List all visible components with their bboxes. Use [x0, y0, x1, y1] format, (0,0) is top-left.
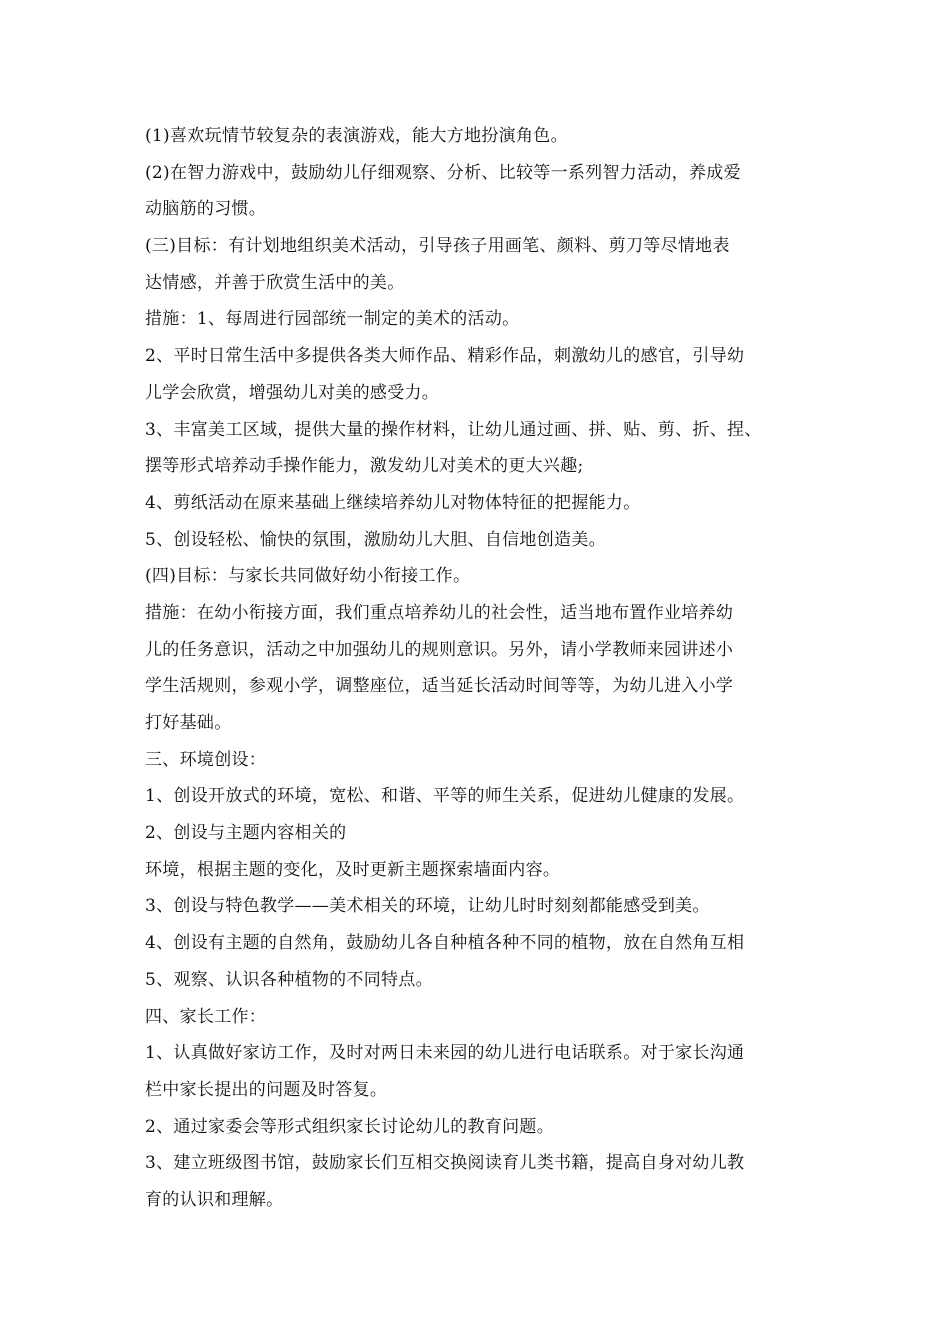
text-line: 措施：在幼小衔接方面，我们重点培养幼儿的社会性，适当地布置作业培养幼: [145, 602, 734, 623]
section-heading: 三、环境创设：: [145, 749, 267, 770]
text-line: (2)在智力游戏中，鼓励幼儿仔细观察、分析、比较等一系列智力活动，养成爱: [145, 162, 741, 183]
text-line: 5、创设轻松、愉快的氛围，激励幼儿大胆、自信地创造美。: [145, 529, 606, 550]
text-line: 3、丰富美工区域，提供大量的操作材料，让幼儿通过画、拼、贴、剪、折、捏、: [145, 419, 762, 440]
section-heading: 四、家长工作：: [145, 1006, 267, 1027]
text-line: 打好基础。: [145, 713, 232, 733]
text-line: 1、认真做好家访工作，及时对两日未来园的幼儿进行电话联系。对于家长沟通: [145, 1043, 745, 1064]
text-line: 栏中家长提出的问题及时答复。: [145, 1079, 388, 1100]
document-body: [145, 118, 825, 1219]
text-line: 4、创设有主题的自然角，鼓励幼儿各自种植各种不同的植物，放在自然角互相: [145, 933, 745, 954]
text-line: 3、建立班级图书馆，鼓励家长们互相交换阅读育儿类书籍，提高自身对幼儿教: [145, 1153, 745, 1174]
text-line: 5、观察、认识各种植物的不同特点。: [145, 969, 433, 990]
text-line: 1、创设开放式的环境，宽松、和谐、平等的师生关系，促进幼儿健康的发展。: [145, 786, 745, 807]
text-line: 学生活规则，参观小学，调整座位，适当延长活动时间等等，为幼儿进入小学: [145, 676, 734, 697]
text-line: 环境，根据主题的变化，及时更新主题探索墙面内容。: [145, 859, 561, 880]
text-line: 儿学会欣赏，增强幼儿对美的感受力。: [145, 382, 440, 403]
text-line: 3、创设与特色教学——美术相关的环境，让幼儿时时刻刻都能感受到美。: [145, 896, 710, 917]
text-line: 2、平时日常生活中多提供各类大师作品、精彩作品，刺激幼儿的感官，引导幼: [145, 346, 745, 367]
text-line: (三)目标：有计划地组织美术活动，引导孩子用画笔、颜料、剪刀等尽情地表: [145, 236, 730, 257]
text-line: 4、剪纸活动在原来基础上继续培养幼儿对物体特征的把握能力。: [145, 492, 641, 513]
text-line: 2、创设与主题内容相关的: [145, 823, 347, 844]
text-line: (1)喜欢玩情节较复杂的表演游戏，能大方地扮演角色。: [145, 126, 568, 146]
text-line: 措施：1、每周进行园部统一制定的美术的活动。: [145, 309, 520, 330]
text-line: 育的认识和理解。: [145, 1189, 284, 1210]
text-line: (四)目标：与家长共同做好幼小衔接工作。: [145, 566, 471, 587]
text-line: 摆等形式培养动手操作能力，激发幼儿对美术的更大兴趣;: [145, 456, 584, 477]
text-line: 儿的任务意识，活动之中加强幼儿的规则意识。另外，请小学教师来园讲述小: [145, 639, 734, 660]
text-line: 动脑筋的习惯。: [145, 199, 267, 220]
text-line: 达情感，并善于欣赏生活中的美。: [145, 272, 405, 293]
text-line: 2、通过家委会等形式组织家长讨论幼儿的教育问题。: [145, 1116, 555, 1137]
